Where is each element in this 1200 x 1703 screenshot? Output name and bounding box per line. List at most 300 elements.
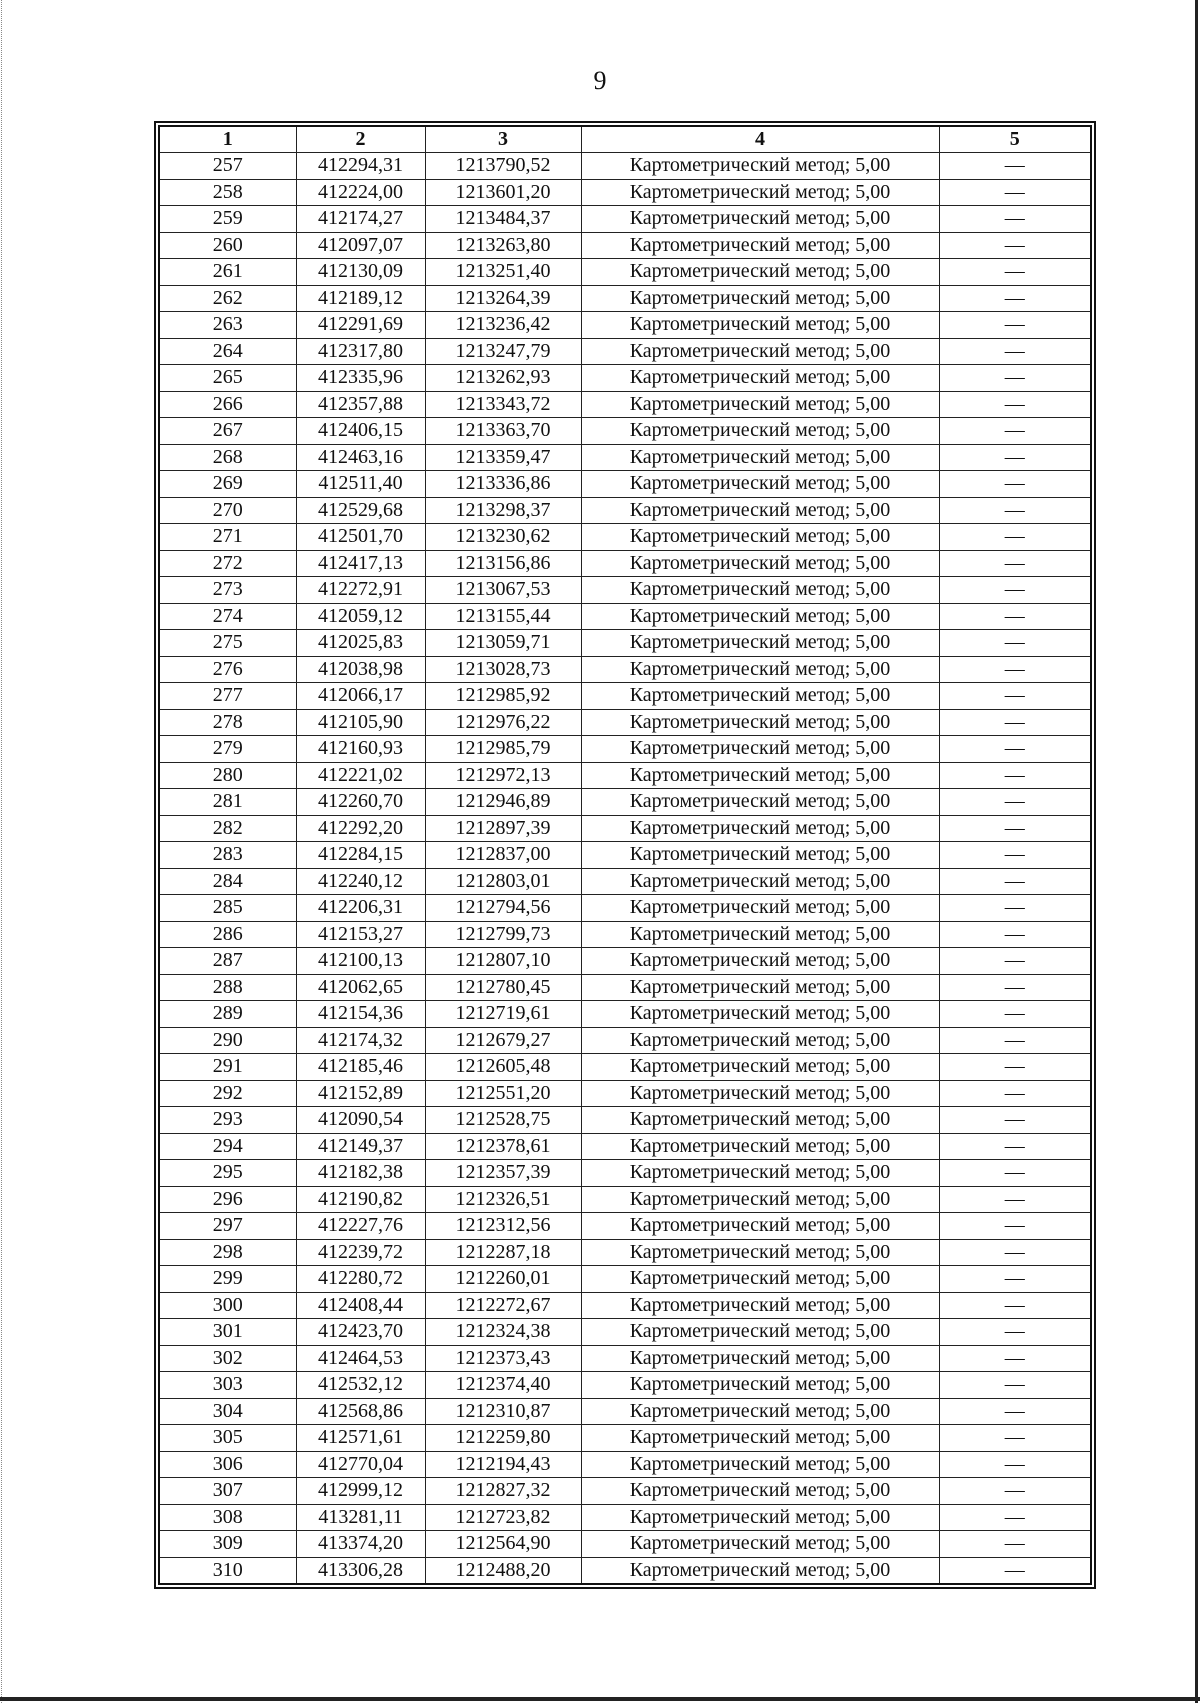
method-accuracy-cell: Картометрический метод; 5,00 [581,1557,939,1584]
table-row [159,736,1091,763]
table-row [159,1133,1091,1160]
method-accuracy-cell: Картометрический метод; 5,00 [581,524,939,551]
point-number-cell: 279 [159,736,296,763]
y-coordinate-cell: 1212259,80 [425,1425,581,1452]
table-row [159,630,1091,657]
method-accuracy-cell: Картометрический метод; 5,00 [581,1398,939,1425]
point-number-cell: 258 [159,179,296,206]
table-row [159,391,1091,418]
point-number-cell: 299 [159,1266,296,1293]
method-accuracy-cell: Картометрический метод; 5,00 [581,1319,939,1346]
point-number-cell: 292 [159,1080,296,1107]
point-number-cell: 298 [159,1239,296,1266]
table-row [159,895,1091,922]
table-row [159,471,1091,498]
description-cell: — [939,1107,1091,1134]
point-number-cell: 262 [159,285,296,312]
y-coordinate-cell: 1212287,18 [425,1239,581,1266]
x-coordinate-cell: 412239,72 [296,1239,425,1266]
method-accuracy-cell: Картометрический метод; 5,00 [581,709,939,736]
point-number-cell: 291 [159,1054,296,1081]
y-coordinate-cell: 1212260,01 [425,1266,581,1293]
point-number-cell: 289 [159,1001,296,1028]
table-row [159,1504,1091,1531]
y-coordinate-cell: 1213790,52 [425,153,581,180]
method-accuracy-cell: Картометрический метод; 5,00 [581,842,939,869]
table-row [159,1531,1091,1558]
description-cell: — [939,1425,1091,1452]
y-coordinate-cell: 1212807,10 [425,948,581,975]
description-cell: — [939,1080,1091,1107]
description-cell: — [939,603,1091,630]
point-number-cell: 277 [159,683,296,710]
point-number-cell: 290 [159,1027,296,1054]
method-accuracy-cell: Картометрический метод; 5,00 [581,471,939,498]
y-coordinate-cell: 1213247,79 [425,338,581,365]
column-header-1: 1 [159,126,296,153]
method-accuracy-cell: Картометрический метод; 5,00 [581,550,939,577]
description-cell: — [939,259,1091,286]
description-cell: — [939,153,1091,180]
method-accuracy-cell: Картометрический метод; 5,00 [581,1531,939,1558]
x-coordinate-cell: 412097,07 [296,232,425,259]
description-cell: — [939,842,1091,869]
x-coordinate-cell: 412532,12 [296,1372,425,1399]
table-row [159,1054,1091,1081]
x-coordinate-cell: 412529,68 [296,497,425,524]
x-coordinate-cell: 412174,32 [296,1027,425,1054]
x-coordinate-cell: 412227,76 [296,1213,425,1240]
coordinates-table [158,125,1092,1585]
description-cell: — [939,1372,1091,1399]
description-cell: — [939,1239,1091,1266]
point-number-cell: 260 [159,232,296,259]
point-number-cell: 297 [159,1213,296,1240]
table-row [159,974,1091,1001]
point-number-cell: 281 [159,789,296,816]
x-coordinate-cell: 412463,16 [296,444,425,471]
x-coordinate-cell: 412025,83 [296,630,425,657]
y-coordinate-cell: 1212723,82 [425,1504,581,1531]
method-accuracy-cell: Картометрический метод; 5,00 [581,179,939,206]
column-header-3: 3 [425,126,581,153]
x-coordinate-cell: 412189,12 [296,285,425,312]
table-row [159,1186,1091,1213]
y-coordinate-cell: 1213236,42 [425,312,581,339]
column-header-2: 2 [296,126,425,153]
point-number-cell: 276 [159,656,296,683]
method-accuracy-cell: Картометрический метод; 5,00 [581,259,939,286]
column-header-4: 4 [581,126,939,153]
point-number-cell: 286 [159,921,296,948]
method-accuracy-cell: Картометрический метод; 5,00 [581,312,939,339]
point-number-cell: 285 [159,895,296,922]
x-coordinate-cell: 412260,70 [296,789,425,816]
y-coordinate-cell: 1212679,27 [425,1027,581,1054]
description-cell: — [939,1054,1091,1081]
description-cell: — [939,577,1091,604]
y-coordinate-cell: 1212324,38 [425,1319,581,1346]
description-cell: — [939,365,1091,392]
description-cell: — [939,524,1091,551]
y-coordinate-cell: 1212799,73 [425,921,581,948]
x-coordinate-cell: 412417,13 [296,550,425,577]
description-cell: — [939,206,1091,233]
method-accuracy-cell: Картометрический метод; 5,00 [581,1478,939,1505]
method-accuracy-cell: Картометрический метод; 5,00 [581,418,939,445]
method-accuracy-cell: Картометрический метод; 5,00 [581,815,939,842]
description-cell: — [939,683,1091,710]
description-cell: — [939,1398,1091,1425]
x-coordinate-cell: 412154,36 [296,1001,425,1028]
method-accuracy-cell: Картометрический метод; 5,00 [581,206,939,233]
point-number-cell: 261 [159,259,296,286]
x-coordinate-cell: 412335,96 [296,365,425,392]
x-coordinate-cell: 412059,12 [296,603,425,630]
x-coordinate-cell: 412511,40 [296,471,425,498]
y-coordinate-cell: 1213230,62 [425,524,581,551]
point-number-cell: 308 [159,1504,296,1531]
description-cell: — [939,1345,1091,1372]
table-row [159,1080,1091,1107]
x-coordinate-cell: 412174,27 [296,206,425,233]
table-row [159,179,1091,206]
x-coordinate-cell: 412291,69 [296,312,425,339]
table-row [159,418,1091,445]
description-cell: — [939,1451,1091,1478]
description-cell: — [939,709,1091,736]
description-cell: — [939,418,1091,445]
method-accuracy-cell: Картометрический метод; 5,00 [581,1213,939,1240]
table-row [159,1557,1091,1584]
description-cell: — [939,1557,1091,1584]
table-row [159,1478,1091,1505]
y-coordinate-cell: 1212488,20 [425,1557,581,1584]
y-coordinate-cell: 1213059,71 [425,630,581,657]
method-accuracy-cell: Картометрический метод; 5,00 [581,656,939,683]
x-coordinate-cell: 412571,61 [296,1425,425,1452]
description-cell: — [939,1186,1091,1213]
method-accuracy-cell: Картометрический метод; 5,00 [581,895,939,922]
x-coordinate-cell: 412224,00 [296,179,425,206]
point-number-cell: 288 [159,974,296,1001]
table-row [159,1213,1091,1240]
description-cell: — [939,1213,1091,1240]
method-accuracy-cell: Картометрический метод; 5,00 [581,444,939,471]
method-accuracy-cell: Картометрический метод; 5,00 [581,789,939,816]
y-coordinate-cell: 1213263,80 [425,232,581,259]
method-accuracy-cell: Картометрический метод; 5,00 [581,1160,939,1187]
y-coordinate-cell: 1213262,93 [425,365,581,392]
method-accuracy-cell: Картометрический метод; 5,00 [581,153,939,180]
point-number-cell: 310 [159,1557,296,1584]
header-row [159,126,1091,153]
table-row [159,656,1091,683]
method-accuracy-cell: Картометрический метод; 5,00 [581,974,939,1001]
table-row [159,683,1091,710]
description-cell: — [939,471,1091,498]
point-number-cell: 257 [159,153,296,180]
x-coordinate-cell: 412317,80 [296,338,425,365]
point-number-cell: 271 [159,524,296,551]
point-number-cell: 278 [159,709,296,736]
point-number-cell: 303 [159,1372,296,1399]
column-header-5: 5 [939,126,1091,153]
point-number-cell: 267 [159,418,296,445]
description-cell: — [939,656,1091,683]
description-cell: — [939,868,1091,895]
x-coordinate-cell: 412272,91 [296,577,425,604]
x-coordinate-cell: 412294,31 [296,153,425,180]
table-row [159,444,1091,471]
table-row [159,762,1091,789]
table-row [159,497,1091,524]
point-number-cell: 306 [159,1451,296,1478]
table-row [159,1345,1091,1372]
y-coordinate-cell: 1213359,47 [425,444,581,471]
table-row [159,1451,1091,1478]
table-row [159,524,1091,551]
method-accuracy-cell: Картометрический метод; 5,00 [581,1451,939,1478]
point-number-cell: 275 [159,630,296,657]
y-coordinate-cell: 1212985,79 [425,736,581,763]
description-cell: — [939,630,1091,657]
x-coordinate-cell: 412770,04 [296,1451,425,1478]
point-number-cell: 259 [159,206,296,233]
description-cell: — [939,1319,1091,1346]
y-coordinate-cell: 1213264,39 [425,285,581,312]
point-number-cell: 296 [159,1186,296,1213]
y-coordinate-cell: 1212719,61 [425,1001,581,1028]
y-coordinate-cell: 1212310,87 [425,1398,581,1425]
y-coordinate-cell: 1212378,61 [425,1133,581,1160]
table-row [159,1398,1091,1425]
method-accuracy-cell: Картометрический метод; 5,00 [581,1080,939,1107]
table-row [159,868,1091,895]
page-number: 9 [593,66,607,95]
y-coordinate-cell: 1212357,39 [425,1160,581,1187]
table-header [159,126,1091,153]
x-coordinate-cell: 412206,31 [296,895,425,922]
table-row [159,206,1091,233]
point-number-cell: 263 [159,312,296,339]
y-coordinate-cell: 1212803,01 [425,868,581,895]
method-accuracy-cell: Картометрический метод; 5,00 [581,391,939,418]
x-coordinate-cell: 412357,88 [296,391,425,418]
point-number-cell: 264 [159,338,296,365]
description-cell: — [939,391,1091,418]
method-accuracy-cell: Картометрический метод; 5,00 [581,1027,939,1054]
description-cell: — [939,285,1091,312]
point-number-cell: 294 [159,1133,296,1160]
description-cell: — [939,497,1091,524]
method-accuracy-cell: Картометрический метод; 5,00 [581,1425,939,1452]
table-row [159,709,1091,736]
x-coordinate-cell: 412240,12 [296,868,425,895]
y-coordinate-cell: 1212985,92 [425,683,581,710]
table-row [159,259,1091,286]
description-cell: — [939,179,1091,206]
point-number-cell: 265 [159,365,296,392]
point-number-cell: 282 [159,815,296,842]
coordinates-table-frame [154,121,1096,1589]
method-accuracy-cell: Картометрический метод; 5,00 [581,1266,939,1293]
point-number-cell: 300 [159,1292,296,1319]
y-coordinate-cell: 1213484,37 [425,206,581,233]
x-coordinate-cell: 412153,27 [296,921,425,948]
point-number-cell: 283 [159,842,296,869]
method-accuracy-cell: Картометрический метод; 5,00 [581,1239,939,1266]
table-row [159,577,1091,604]
table-row [159,1160,1091,1187]
y-coordinate-cell: 1213363,70 [425,418,581,445]
y-coordinate-cell: 1213601,20 [425,179,581,206]
table-row [159,1027,1091,1054]
point-number-cell: 309 [159,1531,296,1558]
y-coordinate-cell: 1212827,32 [425,1478,581,1505]
y-coordinate-cell: 1213251,40 [425,259,581,286]
method-accuracy-cell: Картометрический метод; 5,00 [581,1107,939,1134]
method-accuracy-cell: Картометрический метод; 5,00 [581,1001,939,1028]
description-cell: — [939,1160,1091,1187]
x-coordinate-cell: 412105,90 [296,709,425,736]
description-cell: — [939,1531,1091,1558]
point-number-cell: 270 [159,497,296,524]
method-accuracy-cell: Картометрический метод; 5,00 [581,736,939,763]
table-row [159,1372,1091,1399]
table-body [159,153,1091,1585]
y-coordinate-cell: 1213028,73 [425,656,581,683]
x-coordinate-cell: 412408,44 [296,1292,425,1319]
method-accuracy-cell: Картометрический метод; 5,00 [581,497,939,524]
x-coordinate-cell: 412221,02 [296,762,425,789]
description-cell: — [939,815,1091,842]
table-row [159,153,1091,180]
x-coordinate-cell: 413374,20 [296,1531,425,1558]
method-accuracy-cell: Картометрический метод; 5,00 [581,1345,939,1372]
description-cell: — [939,921,1091,948]
description-cell: — [939,1001,1091,1028]
description-cell: — [939,232,1091,259]
y-coordinate-cell: 1212373,43 [425,1345,581,1372]
method-accuracy-cell: Картометрический метод; 5,00 [581,868,939,895]
table-row [159,1319,1091,1346]
y-coordinate-cell: 1212194,43 [425,1451,581,1478]
method-accuracy-cell: Картометрический метод; 5,00 [581,1292,939,1319]
x-coordinate-cell: 412568,86 [296,1398,425,1425]
description-cell: — [939,762,1091,789]
y-coordinate-cell: 1212564,90 [425,1531,581,1558]
x-coordinate-cell: 412152,89 [296,1080,425,1107]
table-row [159,948,1091,975]
point-number-cell: 280 [159,762,296,789]
table-row [159,365,1091,392]
method-accuracy-cell: Картометрический метод; 5,00 [581,232,939,259]
y-coordinate-cell: 1212605,48 [425,1054,581,1081]
point-number-cell: 287 [159,948,296,975]
x-coordinate-cell: 412464,53 [296,1345,425,1372]
table-row [159,1107,1091,1134]
x-coordinate-cell: 412038,98 [296,656,425,683]
y-coordinate-cell: 1213067,53 [425,577,581,604]
y-coordinate-cell: 1212976,22 [425,709,581,736]
table-row [159,232,1091,259]
scan-bottom-edge [0,1697,1200,1701]
x-coordinate-cell: 412149,37 [296,1133,425,1160]
method-accuracy-cell: Картометрический метод; 5,00 [581,1504,939,1531]
point-number-cell: 293 [159,1107,296,1134]
y-coordinate-cell: 1212312,56 [425,1213,581,1240]
table-row [159,789,1091,816]
point-number-cell: 266 [159,391,296,418]
method-accuracy-cell: Картометрический метод; 5,00 [581,948,939,975]
point-number-cell: 295 [159,1160,296,1187]
table-row [159,1425,1091,1452]
x-coordinate-cell: 412501,70 [296,524,425,551]
y-coordinate-cell: 1212837,00 [425,842,581,869]
x-coordinate-cell: 412284,15 [296,842,425,869]
method-accuracy-cell: Картометрический метод; 5,00 [581,285,939,312]
method-accuracy-cell: Картометрический метод; 5,00 [581,603,939,630]
scan-left-edge [1,0,2,1703]
x-coordinate-cell: 412130,09 [296,259,425,286]
method-accuracy-cell: Картометрический метод; 5,00 [581,577,939,604]
table-row [159,1292,1091,1319]
x-coordinate-cell: 412100,13 [296,948,425,975]
table-row [159,1239,1091,1266]
description-cell: — [939,1478,1091,1505]
y-coordinate-cell: 1212272,67 [425,1292,581,1319]
point-number-cell: 302 [159,1345,296,1372]
y-coordinate-cell: 1213336,86 [425,471,581,498]
method-accuracy-cell: Картометрический метод; 5,00 [581,683,939,710]
description-cell: — [939,1266,1091,1293]
description-cell: — [939,974,1091,1001]
x-coordinate-cell: 413306,28 [296,1557,425,1584]
y-coordinate-cell: 1213298,37 [425,497,581,524]
y-coordinate-cell: 1212326,51 [425,1186,581,1213]
method-accuracy-cell: Картометрический метод; 5,00 [581,630,939,657]
method-accuracy-cell: Картометрический метод; 5,00 [581,338,939,365]
description-cell: — [939,736,1091,763]
y-coordinate-cell: 1212972,13 [425,762,581,789]
description-cell: — [939,895,1091,922]
table-row [159,603,1091,630]
x-coordinate-cell: 412280,72 [296,1266,425,1293]
y-coordinate-cell: 1213156,86 [425,550,581,577]
method-accuracy-cell: Картометрический метод; 5,00 [581,1054,939,1081]
x-coordinate-cell: 412999,12 [296,1478,425,1505]
y-coordinate-cell: 1212897,39 [425,815,581,842]
x-coordinate-cell: 412185,46 [296,1054,425,1081]
point-number-cell: 305 [159,1425,296,1452]
description-cell: — [939,1292,1091,1319]
method-accuracy-cell: Картометрический метод; 5,00 [581,762,939,789]
y-coordinate-cell: 1213343,72 [425,391,581,418]
table-row [159,921,1091,948]
method-accuracy-cell: Картометрический метод; 5,00 [581,921,939,948]
y-coordinate-cell: 1212528,75 [425,1107,581,1134]
table-row [159,338,1091,365]
method-accuracy-cell: Картометрический метод; 5,00 [581,1133,939,1160]
point-number-cell: 307 [159,1478,296,1505]
method-accuracy-cell: Картометрический метод; 5,00 [581,1372,939,1399]
table-row [159,550,1091,577]
x-coordinate-cell: 413281,11 [296,1504,425,1531]
table-row [159,842,1091,869]
y-coordinate-cell: 1212946,89 [425,789,581,816]
table-row [159,1001,1091,1028]
